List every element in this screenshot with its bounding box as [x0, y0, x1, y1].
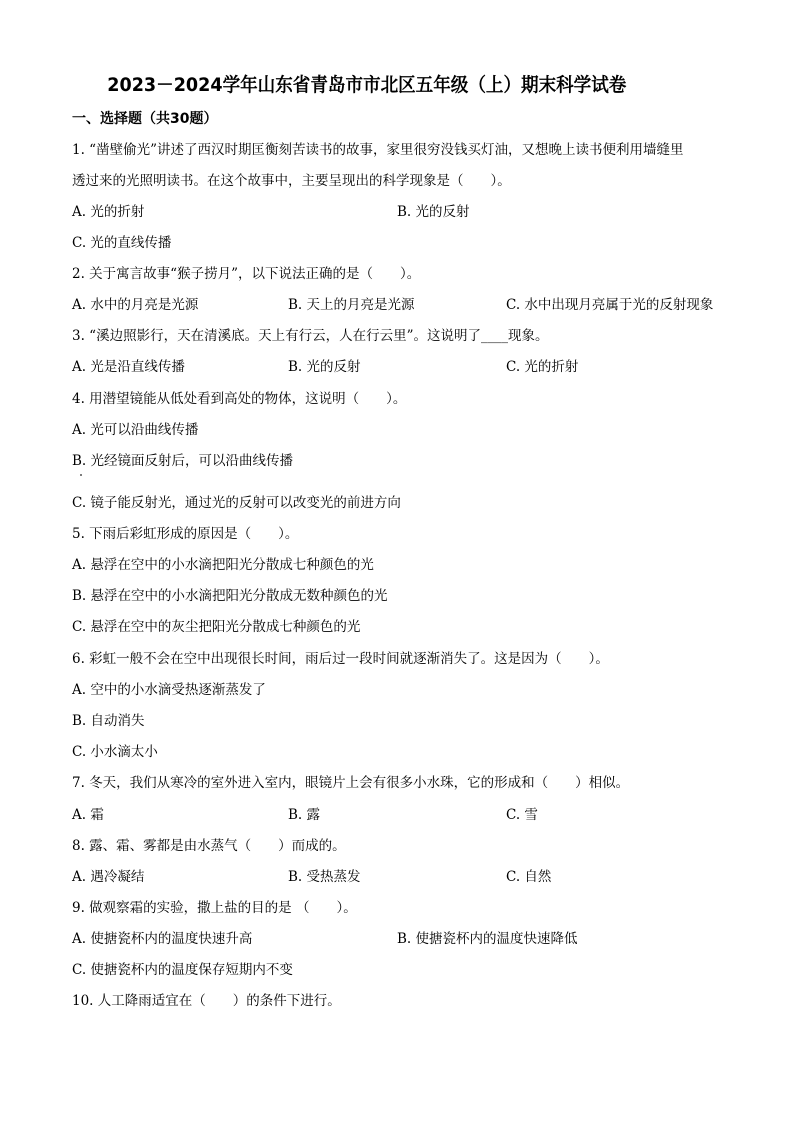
question-1-stem-line-2: 透过来的光照明读书。在这个故事中，主要呈现出的科学现象是（ ）。	[72, 173, 511, 189]
question-1-option-b: B. 光的反射	[397, 204, 470, 220]
question-3-stem: 3. “溪边照影行，天在清溪底。天上有行云，人在行云里”。这说明了____现象。	[72, 328, 549, 344]
question-1-option-c: C. 光的直线传播	[72, 235, 172, 251]
question-3-option-c: C. 光的折射	[506, 359, 579, 375]
question-8-option-a: A. 遇冷凝结	[72, 869, 145, 885]
question-6-option-b: B. 自动消失	[72, 713, 145, 729]
question-7-option-a: A. 霜	[72, 807, 104, 823]
question-9-option-b: B. 使搪瓷杯内的温度快速降低	[397, 931, 578, 947]
question-8-stem: 8. 露、霜、雾都是由水蒸气（ ）而成的。	[72, 838, 346, 854]
question-3-option-a: A. 光是沿直线传播	[72, 359, 185, 375]
question-5-option-c: C. 悬浮在空中的灰尘把阳光分散成七种颜色的光	[72, 619, 361, 635]
question-10-stem: 10. 人工降雨适宜在（ ）的条件下进行。	[72, 993, 341, 1009]
question-2-option-c: C. 水中出现月亮属于光的反射现象	[506, 297, 714, 313]
question-7-option-c: C. 雪	[506, 807, 538, 823]
section-heading: 一、选择题（共30题）	[72, 111, 218, 127]
question-8-option-c: C. 自然	[506, 869, 552, 885]
question-4-stem: 4. 用潜望镜能从低处看到高处的物体，这说明（ ）。	[72, 391, 407, 407]
question-8-option-b: B. 受热蒸发	[288, 869, 361, 885]
question-2-option-b: B. 天上的月亮是光源	[288, 297, 415, 313]
question-5-option-a: A. 悬浮在空中的小水滴把阳光分散成七种颜色的光	[72, 557, 374, 573]
scan-dot	[80, 474, 82, 476]
question-1-stem-line-1: 1. “凿壁偷光”讲述了西汉时期匡衡刻苦读书的故事，家里很穷没钱买灯油，又想晚上读书便利用墙缝里	[72, 142, 684, 158]
question-2-option-a: A. 水中的月亮是光源	[72, 297, 199, 313]
question-5-option-b: B. 悬浮在空中的小水滴把阳光分散成无数种颜色的光	[72, 588, 388, 604]
question-9-option-a: A. 使搪瓷杯内的温度快速升高	[72, 931, 253, 947]
question-7-stem: 7. 冬天，我们从寒冷的室外进入室内，眼镜片上会有很多小水珠，它的形成和（ ）相似。	[72, 775, 630, 791]
question-9-stem: 9. 做观察霜的实验，撒上盐的目的是 （ ）。	[72, 900, 357, 916]
question-2-stem: 2. 关于寓言故事“猴子捞月”，以下说法正确的是（ ）。	[72, 266, 421, 282]
question-4-option-a: A. 光可以沿曲线传播	[72, 422, 199, 438]
question-3-option-b: B. 光的反射	[288, 359, 361, 375]
question-7-option-b: B. 露	[288, 807, 321, 823]
question-6-stem: 6. 彩虹一般不会在空中出现很长时间，雨后过一段时间就逐渐消失了。这是因为（ ）。	[72, 651, 609, 667]
question-6-option-a: A. 空中的小水滴受热逐渐蒸发了	[72, 682, 266, 698]
question-5-stem: 5. 下雨后彩虹形成的原因是（ ）。	[72, 526, 299, 542]
question-9-option-c: C. 使搪瓷杯内的温度保存短期内不变	[72, 962, 293, 978]
question-6-option-c: C. 小水滴太小	[72, 744, 158, 760]
question-4-option-c: C. 镜子能反射光，通过光的反射可以改变光的前进方向	[72, 495, 401, 511]
question-4-option-b: B. 光经镜面反射后，可以沿曲线传播	[72, 453, 294, 469]
page-title: 2023－2024学年山东省青岛市市北区五年级（上）期末科学试卷	[107, 74, 627, 96]
question-1-option-a: A. 光的折射	[72, 204, 145, 220]
